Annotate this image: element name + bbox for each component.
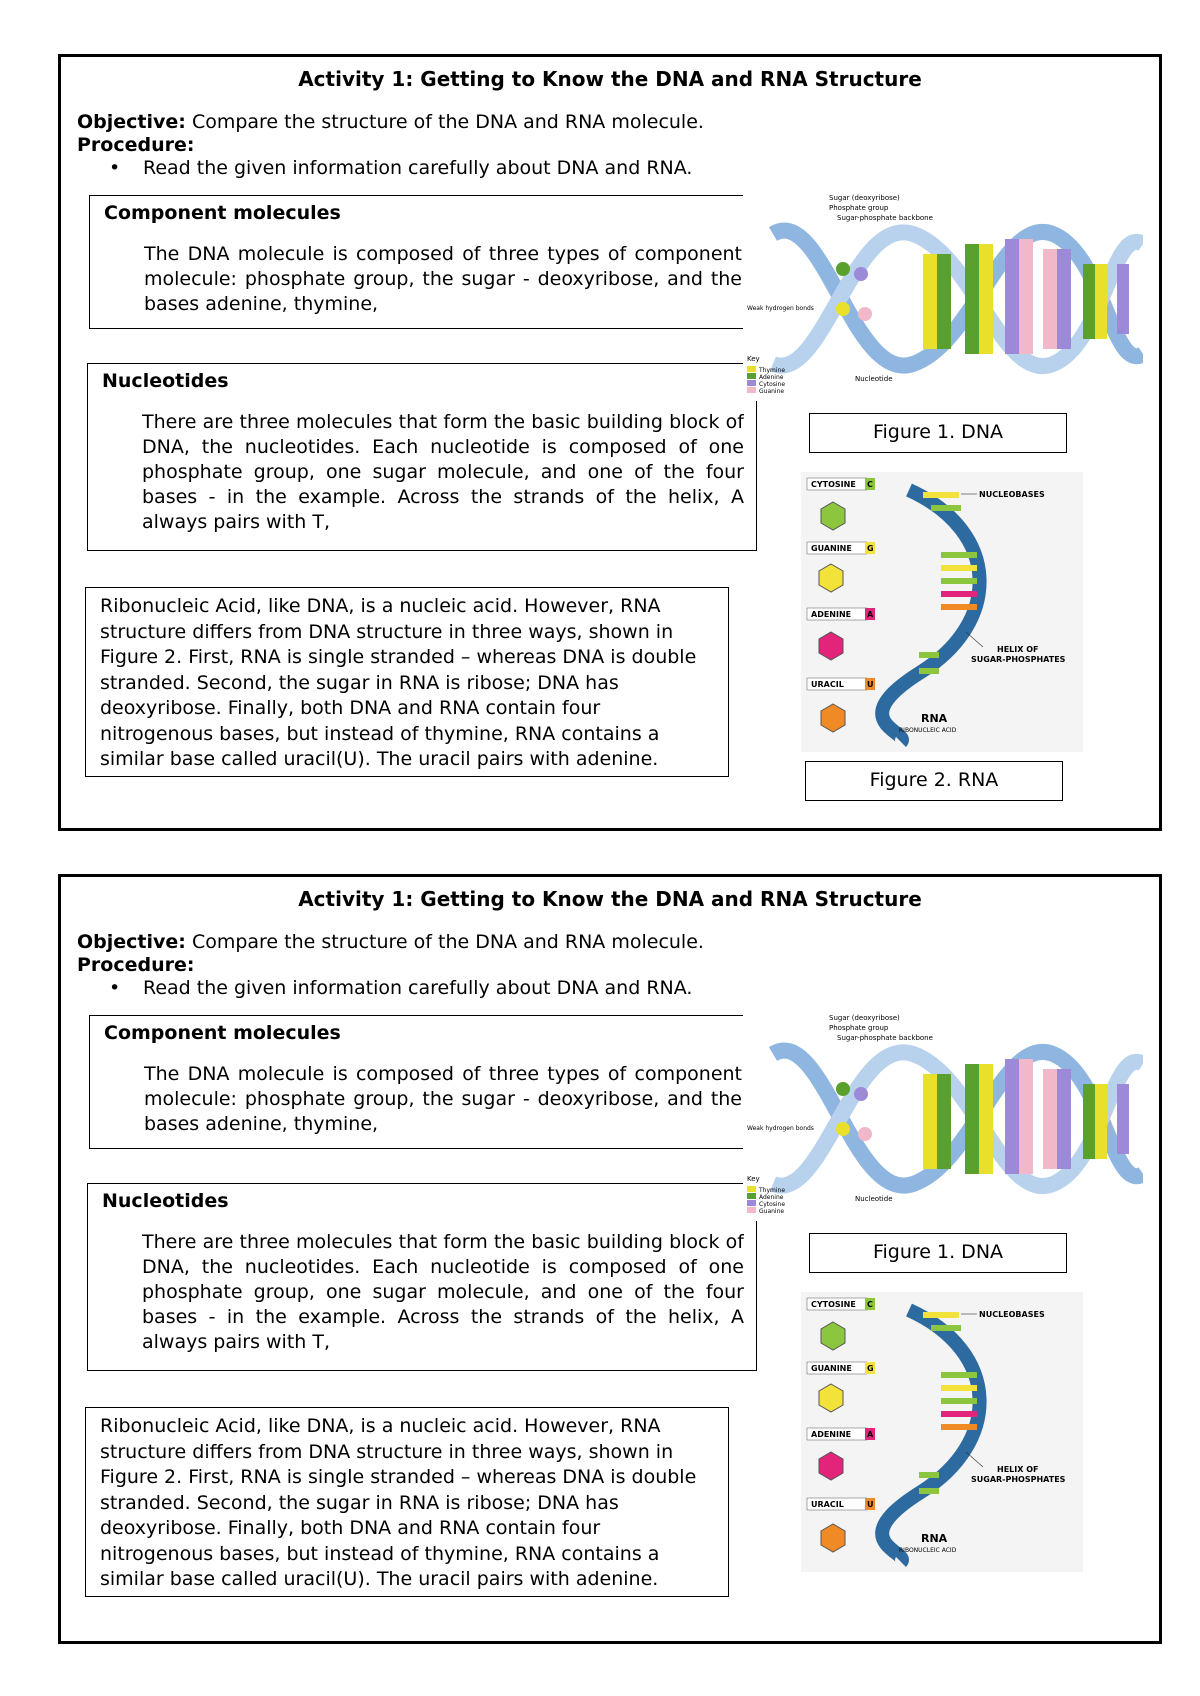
label-rna-sub: RIBONUCLEIC ACID (899, 727, 957, 734)
key-cytosine: Cytosine (759, 1201, 786, 1208)
base-uracil-label: URACIL (811, 1500, 844, 1509)
dna-figure (743, 194, 1143, 401)
key-thymine: Thymine (759, 367, 786, 374)
base-guanine-letter: G (867, 544, 874, 553)
base-guanine-letter: G (867, 1364, 874, 1373)
base-uracil-letter: U (867, 1500, 874, 1509)
label-sugar: Sugar (deoxyribose) (829, 194, 900, 202)
base-adenine-label: ADENINE (811, 610, 852, 619)
label-phosphate: Phosphate group (829, 1024, 889, 1032)
label-nucleobases: NUCLEOBASES (979, 490, 1045, 499)
procedure-label: Procedure: (77, 954, 195, 976)
rna-description-box (85, 587, 729, 777)
label-nucleotide: Nucleotide (855, 375, 893, 383)
figure1-caption: Figure 1. DNA (809, 413, 1067, 453)
label-rna: RNA (921, 1532, 948, 1545)
label-rna: RNA (921, 712, 948, 725)
base-guanine-label: GUANINE (811, 544, 852, 553)
activity-card-2 (58, 874, 1162, 1644)
procedure-step-text: Read the given information carefully about DNA and RNA. (143, 977, 693, 999)
base-uracil-letter: U (867, 680, 874, 689)
base-cytosine-label: CYTOSINE (811, 1300, 856, 1309)
activity-title: Activity 1: Getting to Know the DNA and RNA Structure (298, 67, 922, 91)
nucleotides-heading: Nucleotides (102, 1190, 229, 1212)
key-cytosine: Cytosine (759, 381, 786, 388)
base-adenine-label: ADENINE (811, 1430, 852, 1439)
label-hbonds: Weak hydrogen bonds (747, 305, 814, 312)
procedure-step-text: Read the given information carefully about DNA and RNA. (143, 157, 693, 179)
label-phosphate: Phosphate group (829, 204, 889, 212)
procedure-label: Procedure: (77, 134, 195, 156)
key-guanine: Guanine (759, 1208, 785, 1215)
objective-label: Objective: (77, 931, 186, 953)
key-guanine: Guanine (759, 388, 785, 395)
label-nucleotide: Nucleotide (855, 1195, 893, 1203)
figure1-caption: Figure 1. DNA (809, 1233, 1067, 1273)
nucleotides-text: • There are three molecules that form the basic building block of DNA, the nucleotides. Each nucleotide is composed of one phosphate group, one sugar molecule, and one of the four bases - in the example. Across the strands of the helix, A always pairs with T, (142, 1230, 744, 1362)
objective-line (77, 111, 704, 133)
objective-text: Compare the structure of the DNA and RNA molecule. (191, 111, 704, 133)
label-key: Key (747, 355, 760, 363)
nucleotides-heading: Nucleotides (102, 370, 229, 392)
label-sugar: Sugar (deoxyribose) (829, 1014, 900, 1022)
component-text: • The DNA molecule is composed of three types of component molecule: phosphate group, the sugar - deoxyribose, and the bases adenine, thymine, (144, 242, 742, 318)
key-thymine: Thymine (759, 1187, 786, 1194)
label-backbone: Sugar-phosphate backbone (837, 1034, 933, 1042)
label-helix-1: HELIX OF (997, 1465, 1039, 1474)
dna-figure (743, 1014, 1143, 1221)
objective-label: Objective: (77, 111, 186, 133)
label-key: Key (747, 1175, 760, 1183)
label-hbonds: Weak hydrogen bonds (747, 1125, 814, 1132)
rna-description-box (85, 1407, 729, 1597)
key-adenine: Adenine (759, 1194, 784, 1201)
base-adenine-letter: A (867, 610, 874, 619)
key-adenine: Adenine (759, 374, 784, 381)
label-nucleobases: NUCLEOBASES (979, 1310, 1045, 1319)
component-molecules-box (89, 1015, 755, 1149)
objective-text: Compare the structure of the DNA and RNA molecule. (191, 931, 704, 953)
nucleotides-box (87, 363, 757, 551)
label-rna-sub: RIBONUCLEIC ACID (899, 1547, 957, 1554)
label-backbone: Sugar-phosphate backbone (837, 214, 933, 222)
component-heading: Component molecules (104, 202, 341, 224)
rna-text: Ribonucleic Acid, like DNA, is a nucleic acid. However, RNA structure differs from DNA structure in three ways, shown in Figure 2. First, RNA is single stranded – whereas DNA is double stranded. Second, the sugar in RNA is ribose; DNA has deoxyribose. Finally, both DNA and RNA contain four nitrogenous bases, but instead of thymine, RNA contains a similar base called uracil(U). The uracil pairs with adenine. (100, 595, 697, 770)
rna-text: Ribonucleic Acid, like DNA, is a nucleic acid. However, RNA structure differs from DNA structure in three ways, shown in Figure 2. First, RNA is single stranded – whereas DNA is double stranded. Second, the sugar in RNA is ribose; DNA has deoxyribose. Finally, both DNA and RNA contain four nitrogenous bases, but instead of thymine, RNA contains a similar base called uracil(U). The uracil pairs with adenine. (100, 1415, 697, 1590)
label-helix-1: HELIX OF (997, 645, 1039, 654)
nucleotides-text: • There are three molecules that form the basic building block of DNA, the nucleotides. Each nucleotide is composed of one phosphate group, one sugar molecule, and one of the four bases - in the example. Across the strands of the helix, A always pairs with T, (142, 410, 744, 542)
figure2-caption: Figure 2. RNA (805, 761, 1063, 801)
rna-figure (801, 1292, 1083, 1572)
base-adenine-letter: A (867, 1430, 874, 1439)
label-helix-2: SUGAR-PHOSPHATES (971, 1475, 1066, 1484)
nucleotides-box (87, 1183, 757, 1371)
component-molecules-box (89, 195, 755, 329)
activity-title: Activity 1: Getting to Know the DNA and RNA Structure (298, 887, 922, 911)
label-helix-2: SUGAR-PHOSPHATES (971, 655, 1066, 664)
base-cytosine-label: CYTOSINE (811, 480, 856, 489)
component-heading: Component molecules (104, 1022, 341, 1044)
component-text: • The DNA molecule is composed of three types of component molecule: phosphate group, the sugar - deoxyribose, and the bases adenine, thymine, (144, 1062, 742, 1138)
rna-figure (801, 472, 1083, 752)
activity-card-1 (58, 54, 1162, 831)
base-guanine-label: GUANINE (811, 1364, 852, 1373)
base-uracil-label: URACIL (811, 680, 844, 689)
objective-line (77, 931, 704, 953)
base-cytosine-letter: C (867, 1300, 873, 1309)
procedure-step: • Read the given information carefully about DNA and RNA. (109, 157, 693, 179)
base-cytosine-letter: C (867, 480, 873, 489)
procedure-step: • Read the given information carefully about DNA and RNA. (109, 977, 693, 999)
